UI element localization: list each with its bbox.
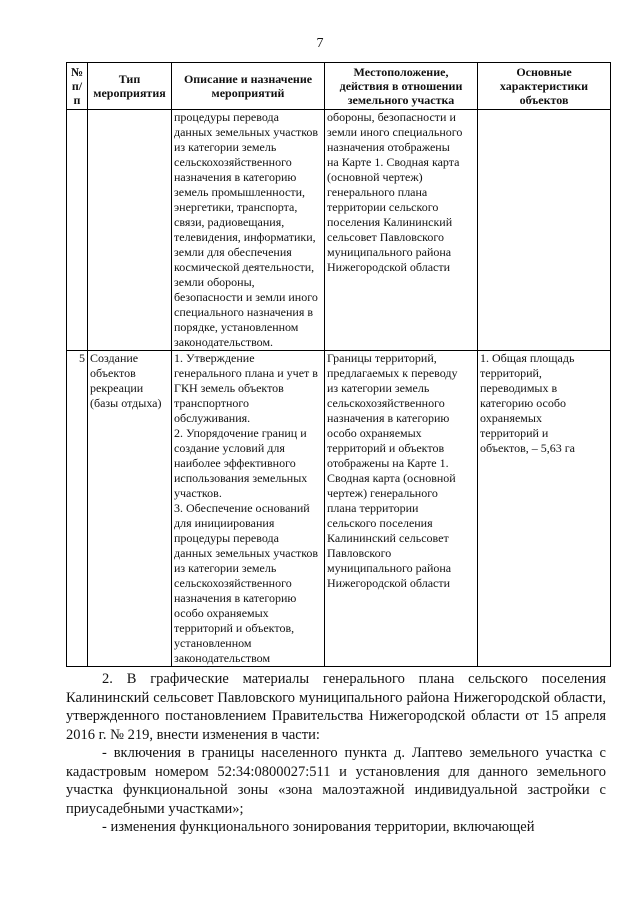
row-characteristics: 1. Общая площадь территорий, переводимых в категорию особо охраняемых территорий и объектов, – 5,63 га: [478, 351, 611, 667]
paragraph-inclusion-item: - включения в границы населенного пункта д. Лаптево земельного участка с кадастровым номером 52:34:0800027:511 и установления для данного земельного участка функциональной зоны «зона малоэтажной индивидуальной застройки с приусадебными участками»;: [66, 745, 606, 817]
header-number: № п/п: [67, 63, 88, 110]
table-row: [67, 351, 611, 667]
header-characteristics: Основные характеристики объектов: [478, 63, 611, 110]
paragraph-amendment-intro: 2. В графические материалы генерального плана сельского поселения Калининский сельсовет Павловского муниципального района Нижегородской области, утвержденного постановлением Правительства Нижегородской области от 15 апреля 2016 г. № 219, внести изменения в части:: [66, 671, 606, 743]
header-description: Описание и назначение мероприятий: [172, 63, 325, 110]
row-description: процедуры перевода данных земельных участков из категории земель сельскохозяйственного назначения в категорию земель промышленности, энергетики, транспорта, связи, радиовещания, телевидения, информатики, земли для обеспечения космической деятельности, земли обороны, безопасности и земли иного специального назначения в порядке, установленном законодательством.: [172, 110, 325, 351]
paragraph-zoning-item: - изменения функционального зонирования территории, включающей: [102, 819, 535, 835]
row-location: Границы территорий, предлагаемых к переводу из категории земель сельскохозяйственного назначения в категорию особо охраняемых территорий и объектов отображены на Карте 1. Сводная карта (основной чертеж) генерального плана территории сельского поселения Калининский сельсовет Павловского муниципального района Нижегородской области: [325, 351, 478, 667]
body-text: [66, 670, 606, 837]
table-row: [67, 110, 611, 351]
row-characteristics: [478, 110, 611, 351]
row-type: [88, 110, 172, 351]
table-header-row: [67, 63, 611, 110]
measures-table: [66, 62, 611, 667]
row-number: 5: [67, 351, 88, 667]
header-type: Тип мероприятия: [88, 63, 172, 110]
row-type: Создание объектов рекреации (базы отдыха): [88, 351, 172, 667]
row-description: 1. Утверждение генерального плана и учет в ГКН земель объектов транспортного обслуживания. 2. Упорядочение границ и создание условий для наиболее эффективного использования земельных участков. 3. Обеспечение оснований для инициирования процедуры перевода данных земельных участков из категории земель сельскохозяйственного назначения в категорию особо охраняемых территорий и объектов, установленном законодательством: [172, 351, 325, 667]
row-location: обороны, безопасности и земли иного специального назначения отображены на Карте 1. Сводная карта (основной чертеж) генерального плана территории сельского поселения Калининский сельсовет Павловского муниципального района Нижегородской области: [325, 110, 478, 351]
page-number: 7: [316, 36, 324, 51]
header-location: Местоположение, действия в отношении земельного участка: [325, 63, 478, 110]
row-number: [67, 110, 88, 351]
